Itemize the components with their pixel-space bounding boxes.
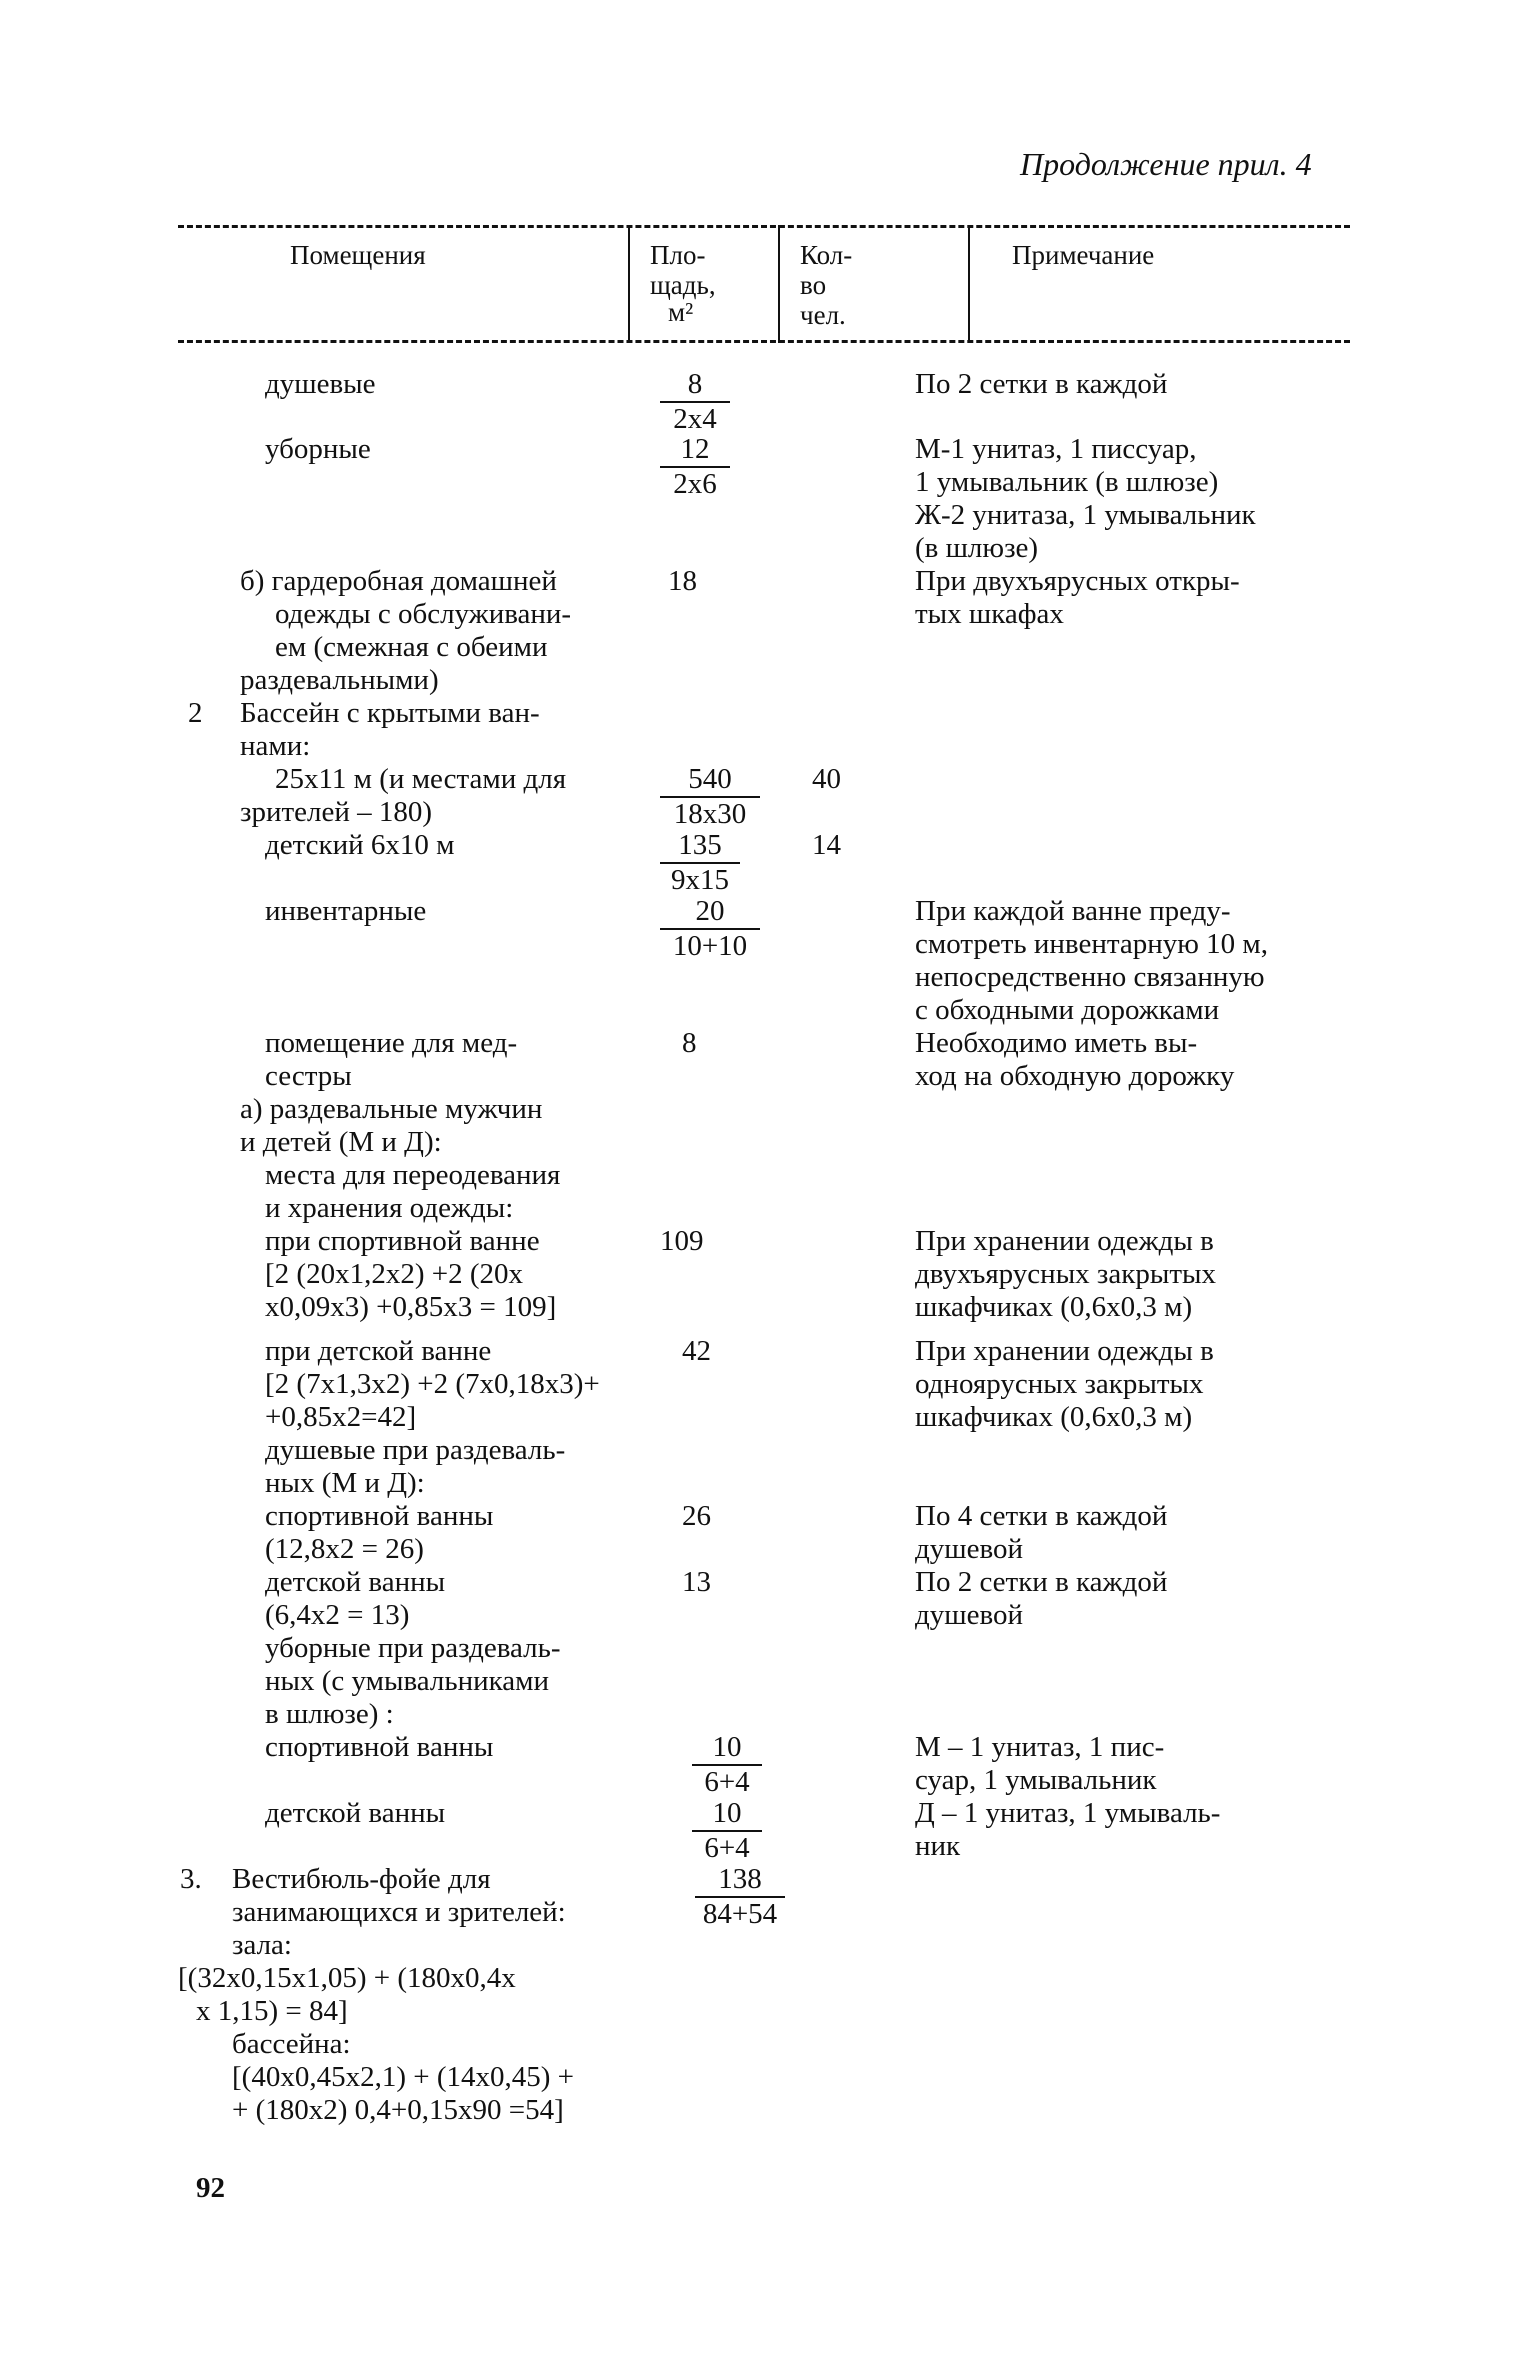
row-label: инвентарные [265, 895, 427, 927]
row-label: x0,09x3) +0,85x3 = 109] [265, 1291, 557, 1323]
column-divider [628, 225, 630, 343]
row-label: занимающихся и зрителей: [232, 1896, 566, 1928]
row-note: непосредственно связанную [915, 961, 1265, 993]
row-label: ем (смежная с обеими [275, 631, 548, 663]
row-note: Ж-2 унитаза, 1 умывальник [915, 499, 1256, 531]
row-label: [(40x0,45x2,1) + (14x0,45) + [232, 2061, 574, 2093]
row-area: 42 [682, 1335, 711, 1367]
fraction-denominator: 84+54 [702, 1898, 778, 1930]
row-note: М – 1 унитаз, 1 пис- [915, 1731, 1165, 1763]
row-note: с обходными дорожками [915, 994, 1220, 1026]
row-label: а) раздевальные мужчин [240, 1093, 543, 1125]
row-label: спортивной ванны [265, 1500, 494, 1532]
row-label: [2 (20x1,2x2) +2 (20x [265, 1258, 523, 1290]
row-label: помещение для мед- [265, 1027, 518, 1059]
row-note: душевой [915, 1599, 1023, 1631]
area-fraction [660, 829, 740, 897]
row-label: в шлюзе) : [265, 1698, 394, 1730]
area-fraction [660, 763, 760, 831]
row-label: б) гардеробная домашней [240, 565, 557, 597]
row-note: По 2 сетки в каждой [915, 1566, 1168, 1598]
row-count: 40 [812, 763, 841, 795]
fraction-denominator: 6+4 [704, 1766, 750, 1798]
row-label: + (180x2) 0,4+0,15x90 =54] [232, 2094, 564, 2126]
row-label: раздевальными) [240, 664, 439, 696]
header-count-line: во [800, 270, 827, 300]
row-label: зала: [232, 1929, 292, 1961]
row-note: двухъярусных закрытых [915, 1258, 1216, 1290]
header-count-line: чел. [800, 300, 846, 330]
row-label: душевые [265, 368, 376, 400]
area-fraction [692, 1797, 762, 1865]
row-label: детской ванны [265, 1797, 446, 1829]
row-number: 2 [188, 697, 203, 729]
row-label: нами: [240, 730, 311, 762]
fraction-denominator: 18x30 [673, 798, 747, 830]
row-label: [2 (7x1,3x2) +2 (7x0,18x3)+ [265, 1368, 600, 1400]
fraction-denominator: 2x4 [673, 403, 717, 435]
row-label: места для переодевания [265, 1159, 561, 1191]
row-number: 3. [180, 1863, 202, 1895]
row-note: тых шкафах [915, 598, 1064, 630]
row-label: зрителей – 180) [240, 796, 433, 828]
row-note: ник [915, 1830, 961, 1862]
row-label: (6,4x2 = 13) [265, 1599, 410, 1631]
row-label: Бассейн с крытыми ван- [240, 697, 540, 729]
row-area: 109 [660, 1225, 704, 1257]
fraction-numerator: 20 [660, 895, 760, 930]
row-note: При хранении одежды в [915, 1335, 1214, 1367]
row-note: одноярусных закрытых [915, 1368, 1204, 1400]
row-label: ных (М и Д): [265, 1467, 425, 1499]
row-note: шкафчиках (0,6x0,3 м) [915, 1401, 1193, 1433]
row-note: (в шлюзе) [915, 532, 1039, 564]
header-area-line: м² [668, 297, 694, 327]
row-note: 1 умывальник (в шлюзе) [915, 466, 1219, 498]
area-fraction [692, 1731, 762, 1799]
row-label: и детей (М и Д): [240, 1126, 442, 1158]
row-count: 14 [812, 829, 841, 861]
header-bottom-rule [178, 340, 1350, 343]
header-area-line: Пло- [650, 240, 706, 270]
page-number: 92 [196, 2172, 225, 2204]
column-divider [968, 225, 970, 343]
row-label: (12,8x2 = 26) [265, 1533, 424, 1565]
header-top-rule [178, 225, 1350, 228]
row-note: шкафчиках (0,6x0,3 м) [915, 1291, 1193, 1323]
fraction-numerator: 540 [660, 763, 760, 798]
row-label: 25x11 м (и местами для [275, 763, 567, 795]
row-label: душевые при раздеваль- [265, 1434, 566, 1466]
area-fraction [660, 433, 730, 501]
fraction-numerator: 138 [695, 1863, 785, 1898]
fraction-numerator: 12 [660, 433, 730, 468]
row-note: При каждой ванне преду- [915, 895, 1231, 927]
row-label: детской ванны [265, 1566, 446, 1598]
fraction-denominator: 10+10 [672, 930, 748, 962]
fraction-denominator: 2x6 [673, 468, 717, 500]
area-fraction [695, 1863, 785, 1931]
row-label: ных (с умывальниками [265, 1665, 550, 1697]
fraction-denominator: 9x15 [671, 864, 729, 896]
header-rooms: Помещения [290, 240, 426, 270]
row-label: детский 6x10 м [265, 829, 455, 861]
row-note: При двухъярусных откры- [915, 565, 1240, 597]
row-note: смотреть инвентарную 10 м, [915, 928, 1269, 960]
row-area: 26 [682, 1500, 711, 1532]
row-label: [(32x0,15x1,05) + (180x0,4x [178, 1962, 516, 1994]
row-label: при спортивной ванне [265, 1225, 540, 1257]
header-area-line: щадь, [650, 270, 716, 300]
fraction-numerator: 10 [692, 1731, 762, 1766]
row-area: 18 [668, 565, 697, 597]
row-label: x 1,15) = 84] [196, 1995, 348, 2027]
fraction-numerator: 8 [660, 368, 730, 403]
column-divider [778, 225, 780, 343]
row-note: При хранении одежды в [915, 1225, 1214, 1257]
fraction-denominator: 6+4 [704, 1832, 750, 1864]
row-note: ход на обходную дорожку [915, 1060, 1235, 1092]
row-label: одежды с обслуживани- [275, 598, 572, 630]
header-count-line: Кол- [800, 240, 853, 270]
row-label: бассейна: [232, 2028, 351, 2060]
row-note: М-1 унитаз, 1 писсуар, [915, 433, 1197, 465]
row-note: По 4 сетки в каждой [915, 1500, 1168, 1532]
row-note: суар, 1 умывальник [915, 1764, 1157, 1796]
row-label: и хранения одежды: [265, 1192, 514, 1224]
row-area: 13 [682, 1566, 711, 1598]
area-fraction [660, 895, 760, 963]
row-note: Д – 1 унитаз, 1 умываль- [915, 1797, 1221, 1829]
row-label: при детской ванне [265, 1335, 492, 1367]
fraction-numerator: 135 [660, 829, 740, 864]
fraction-numerator: 10 [692, 1797, 762, 1832]
row-note: Необходимо иметь вы- [915, 1027, 1198, 1059]
row-label: уборные при раздеваль- [265, 1632, 561, 1664]
row-note: душевой [915, 1533, 1023, 1565]
row-label: сестры [265, 1060, 352, 1092]
row-label: +0,85x2=42] [265, 1401, 417, 1433]
row-note: По 2 сетки в каждой [915, 368, 1168, 400]
row-area: 8 [682, 1027, 697, 1059]
area-fraction [660, 368, 730, 436]
running-head: Продолжение прил. 4 [1020, 146, 1312, 182]
row-label: спортивной ванны [265, 1731, 494, 1763]
header-note: Примечание [1012, 240, 1155, 270]
row-label: уборные [265, 433, 371, 465]
row-label: Вестибюль-фойе для [232, 1863, 491, 1895]
